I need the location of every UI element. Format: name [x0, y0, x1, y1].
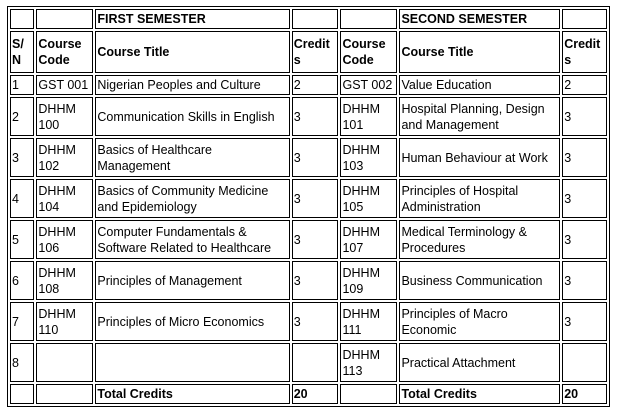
course-code-cell: DHHM 111 [340, 302, 397, 341]
table-row [10, 343, 607, 382]
course-title-cell: Human Behaviour at Work [399, 138, 560, 177]
sn-cell: 2 [10, 97, 34, 136]
credits-cell: 3 [292, 220, 339, 259]
sn-cell: 8 [10, 343, 34, 382]
credits-header-2: Credits [562, 31, 607, 73]
table-row [10, 302, 607, 341]
course-title-cell: Nigerian Peoples and Culture [95, 75, 289, 95]
course-title-cell: Principles of Hospital Administration [399, 179, 560, 218]
course-title-header-1: Course Title [95, 31, 289, 73]
empty-cell [36, 9, 93, 29]
credits-cell: 3 [292, 97, 339, 136]
sn-cell: 5 [10, 220, 34, 259]
course-title-cell: Practical Attachment [399, 343, 560, 382]
course-title-cell [95, 343, 289, 382]
course-table-wrapper [7, 6, 610, 407]
empty-cell [562, 9, 607, 29]
empty-cell [36, 384, 93, 404]
course-title-cell: Basics of Community Medicine and Epidemiology [95, 179, 289, 218]
course-table-body [10, 9, 607, 404]
table-row [10, 75, 607, 95]
course-code-cell: DHHM 101 [340, 97, 397, 136]
credits-cell: 3 [562, 220, 607, 259]
course-title-cell: Computer Fundamentals & Software Related to Healthcare [95, 220, 289, 259]
credits-cell: 2 [292, 75, 339, 95]
credits-cell: 2 [562, 75, 607, 95]
column-header-row [10, 31, 607, 73]
empty-cell [292, 9, 339, 29]
course-title-cell: Medical Terminology & Procedures [399, 220, 560, 259]
empty-cell [340, 9, 397, 29]
course-code-cell: DHHM 109 [340, 261, 397, 300]
credits-cell: 3 [292, 138, 339, 177]
total-credits-row [10, 384, 607, 404]
course-code-header-1: Course Code [36, 31, 93, 73]
sn-header: S/N [10, 31, 34, 73]
credits-cell: 3 [562, 179, 607, 218]
course-code-cell: DHHM 108 [36, 261, 93, 300]
table-row [10, 97, 607, 136]
course-code-cell: DHHM 103 [340, 138, 397, 177]
course-title-cell: Communication Skills in English [95, 97, 289, 136]
course-code-cell: GST 001 [36, 75, 93, 95]
course-title-cell: Principles of Micro Economics [95, 302, 289, 341]
course-code-cell: DHHM 106 [36, 220, 93, 259]
sn-cell: 3 [10, 138, 34, 177]
course-code-cell: DHHM 110 [36, 302, 93, 341]
sn-cell: 1 [10, 75, 34, 95]
second-semester-heading: SECOND SEMESTER [399, 9, 560, 29]
course-code-cell: DHHM 104 [36, 179, 93, 218]
course-code-cell: GST 002 [340, 75, 397, 95]
course-code-cell: DHHM 113 [340, 343, 397, 382]
first-semester-heading: FIRST SEMESTER [95, 9, 289, 29]
credits-cell: 3 [292, 302, 339, 341]
total-credits-label-1: Total Credits [95, 384, 289, 404]
credits-cell: 3 [292, 179, 339, 218]
total-credits-label-2: Total Credits [399, 384, 560, 404]
semester-header-row [10, 9, 607, 29]
credits-cell: 3 [562, 261, 607, 300]
table-row [10, 179, 607, 218]
course-title-cell: Principles of Management [95, 261, 289, 300]
course-code-cell: DHHM 102 [36, 138, 93, 177]
empty-cell [10, 384, 34, 404]
course-code-header-2: Course Code [340, 31, 397, 73]
course-code-cell: DHHM 105 [340, 179, 397, 218]
credits-cell [562, 343, 607, 382]
credits-header-1: Credits [292, 31, 339, 73]
total-credits-value-1: 20 [292, 384, 339, 404]
credits-cell: 3 [562, 302, 607, 341]
course-title-cell: Value Education [399, 75, 560, 95]
credits-cell [292, 343, 339, 382]
credits-cell: 3 [292, 261, 339, 300]
sn-cell: 7 [10, 302, 34, 341]
course-title-cell: Business Communication [399, 261, 560, 300]
course-code-cell: DHHM 100 [36, 97, 93, 136]
total-credits-value-2: 20 [562, 384, 607, 404]
table-row [10, 220, 607, 259]
course-title-cell: Basics of Healthcare Management [95, 138, 289, 177]
sn-cell: 4 [10, 179, 34, 218]
empty-cell [340, 384, 397, 404]
course-code-cell: DHHM 107 [340, 220, 397, 259]
sn-cell: 6 [10, 261, 34, 300]
course-code-cell [36, 343, 93, 382]
table-row [10, 261, 607, 300]
course-title-cell: Hospital Planning, Design and Management [399, 97, 560, 136]
credits-cell: 3 [562, 138, 607, 177]
course-title-header-2: Course Title [399, 31, 560, 73]
course-table [7, 6, 610, 407]
course-title-cell: Principles of Macro Economic [399, 302, 560, 341]
credits-cell: 3 [562, 97, 607, 136]
table-row [10, 138, 607, 177]
empty-cell [10, 9, 34, 29]
